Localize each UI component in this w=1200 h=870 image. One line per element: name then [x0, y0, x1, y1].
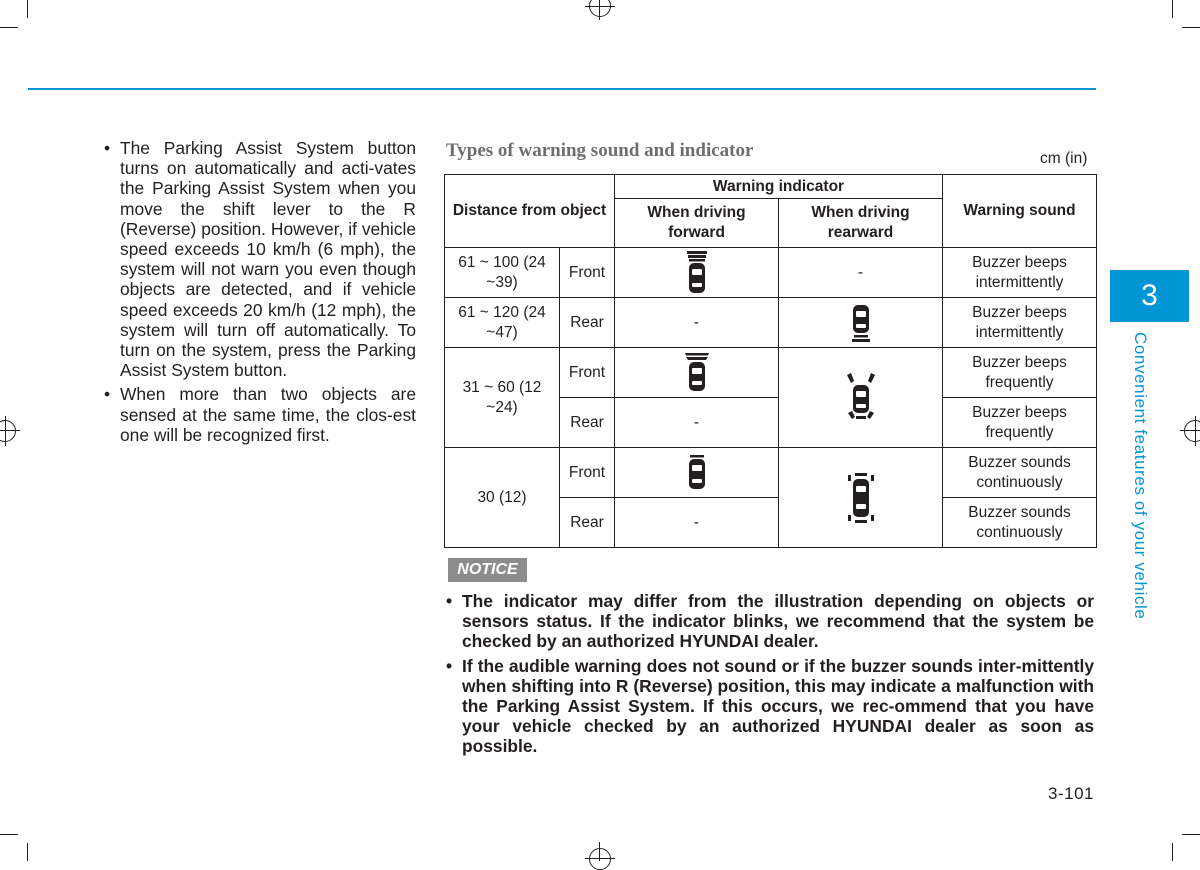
left-bullet-item: • When more than two objects are sensed at the same time, the clos-est one will be recognized first. — [104, 384, 416, 445]
chapter-title-container — [1124, 332, 1154, 622]
left-bullet-list — [104, 138, 416, 445]
cell-forward — [615, 448, 779, 498]
cell-position: Front — [560, 448, 615, 498]
cell-sound: Buzzer beeps intermittently — [943, 248, 1097, 298]
crop-mark — [1172, 843, 1173, 861]
chapter-title: Convenient features of your vehicle — [1131, 332, 1150, 620]
cell-forward — [615, 248, 779, 298]
notice-bullet-item: • The indicator may differ from the illustration depending on objects or sensors status. If the indicator blinks, we recommend that the system be checked by an authorized HYUNDAI dealer. — [446, 591, 1094, 652]
car-front-near-icon — [685, 455, 709, 491]
notice-bullet-list — [446, 591, 1094, 757]
header-forward: When driving forward — [615, 199, 779, 248]
crop-mark — [1172, 0, 1173, 18]
registration-mark — [1180, 430, 1200, 431]
notice-badge: NOTICE — [448, 558, 527, 582]
cell-sound: Buzzer sounds continuously — [943, 498, 1097, 548]
registration-mark — [0, 420, 16, 442]
registration-mark — [1184, 420, 1200, 442]
warning-table — [444, 174, 1097, 548]
page-number: 3-101 — [1048, 784, 1094, 803]
cell-forward: - — [615, 398, 779, 448]
cell-distance: 30 (12) — [445, 448, 560, 548]
car-all-mid-icon — [844, 373, 878, 423]
header-rearward: When driving rearward — [779, 199, 943, 248]
registration-mark — [585, 858, 615, 859]
registration-mark — [599, 0, 600, 20]
cell-distance: 61 ~ 100 (24 ~39) — [445, 248, 560, 298]
notice-bullet-item: • If the audible warning does not sound or if the buzzer sounds inter-mittently when shifting into R (Reverse) position, this may indicate a malfunction with the Parking Assist System. If this occurs, we rec-ommend that you have your vehicle checked by an authorized HYUNDAI dealer as soon as possible. — [446, 656, 1094, 757]
left-column — [104, 138, 416, 449]
cell-rearward — [779, 348, 943, 448]
car-front-far-icon — [685, 251, 709, 295]
cell-forward: - — [615, 498, 779, 548]
car-rear-far-icon — [849, 303, 873, 343]
cell-sound: Buzzer beeps frequently — [943, 348, 1097, 398]
chapter-number-tab: 3 — [1110, 270, 1189, 322]
car-front-mid-icon — [684, 353, 710, 393]
crop-mark — [1182, 27, 1200, 28]
registration-mark — [589, 0, 611, 17]
left-bullet-item: • The Parking Assist System button turns on automatically and acti-vates the Parking Assist System when you move the shift lever to the R (Reverse) position. However, if vehicle speed exceeds 10 km/h (6 mph), the system will not warn you even though objects are detected, and if vehicle speed exceeds 20 km/h (12 mph), the system will turn off automatically. To turn on the system, press the Parking Assist System button. — [104, 138, 416, 380]
header-rule — [28, 88, 1096, 90]
header-distance: Distance from object — [445, 175, 615, 248]
cell-position: Front — [560, 348, 615, 398]
cell-sound: Buzzer beeps frequently — [943, 398, 1097, 448]
registration-mark — [589, 848, 611, 870]
car-all-near-icon — [847, 473, 875, 523]
unit-label: cm (in) — [1040, 150, 1088, 167]
crop-mark — [0, 834, 18, 835]
cell-forward: - — [615, 298, 779, 348]
registration-mark — [5, 416, 6, 446]
section-title: Types of warning sound and indicator — [446, 140, 754, 161]
cell-distance: 31 ~ 60 (12 ~24) — [445, 348, 560, 448]
header-warning-sound: Warning sound — [943, 175, 1097, 248]
cell-rearward — [779, 298, 943, 348]
cell-position: Rear — [560, 298, 615, 348]
crop-mark — [27, 0, 28, 18]
registration-mark — [585, 6, 615, 7]
cell-position: Rear — [560, 398, 615, 448]
cell-sound: Buzzer sounds continuously — [943, 448, 1097, 498]
cell-rearward: - — [779, 248, 943, 298]
cell-forward — [615, 348, 779, 398]
cell-distance: 61 ~ 120 (24 ~47) — [445, 298, 560, 348]
header-warning-indicator: Warning indicator — [615, 175, 943, 199]
crop-mark — [27, 843, 28, 861]
cell-sound: Buzzer beeps intermittently — [943, 298, 1097, 348]
registration-mark — [0, 430, 20, 431]
crop-mark — [1182, 834, 1200, 835]
notice-content — [446, 591, 1094, 761]
cell-position: Front — [560, 248, 615, 298]
registration-mark — [1195, 416, 1196, 446]
cell-position: Rear — [560, 498, 615, 548]
cell-rearward — [779, 448, 943, 548]
crop-mark — [0, 27, 18, 28]
